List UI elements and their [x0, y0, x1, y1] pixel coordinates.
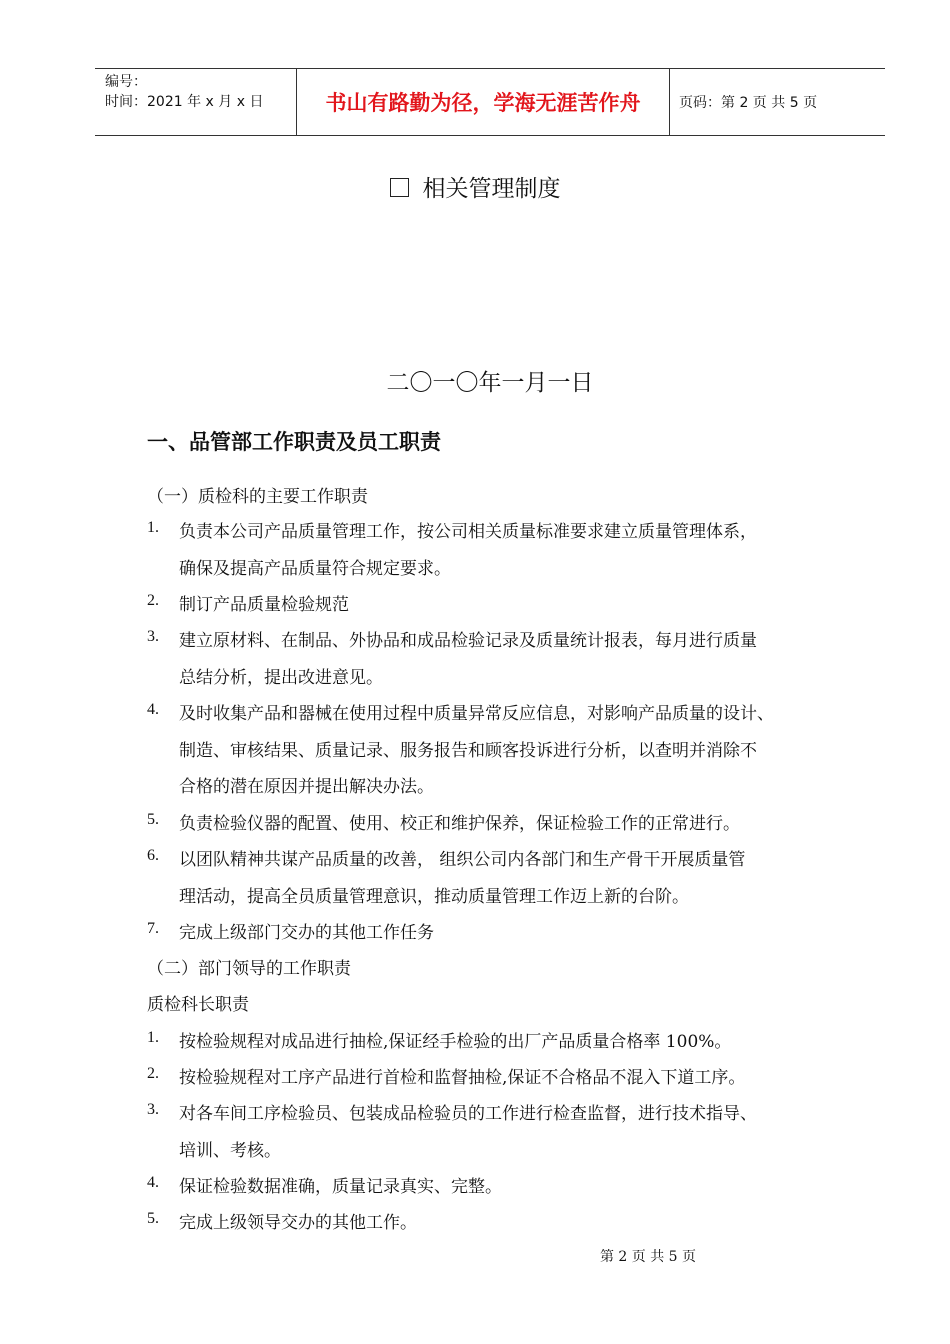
list-item-line: 按检验规程对工序产品进行首检和监督抽检,保证不合格品不混入下道工序。 [179, 1068, 746, 1088]
list-item-line: 理活动，提高全员质量管理意识，推动质量管理工作迈上新的台阶。 [179, 887, 689, 907]
list-number: 4. [147, 701, 159, 718]
list-number: 7. [147, 920, 159, 937]
list-item-line: 及时收集产品和器械在使用过程中质量异常反应信息，对影响产品质量的设计、 [179, 704, 774, 724]
document-date: 二〇一〇年一月一日 [386, 370, 594, 396]
list-number: 2. [147, 1065, 159, 1082]
role-title: 质检科长职责 [147, 995, 249, 1015]
list-number: 1. [147, 1029, 159, 1046]
list-number: 3. [147, 628, 159, 645]
list-item-line: 确保及提高产品质量符合规定要求。 [179, 559, 451, 579]
list-item-line: 负责检验仪器的配置、使用、校正和维护保养，保证检验工作的正常进行。 [179, 814, 740, 834]
header-time-label: 时间：2021 年 x 月 x 日 [105, 94, 264, 110]
list-item-line: 对各车间工序检验员、包装成品检验员的工作进行检查监督，进行技术指导、 [179, 1104, 757, 1124]
list-number: 6. [147, 847, 159, 864]
subsection-heading-2: （二）部门领导的工作职责 [147, 959, 351, 979]
page-footer: 第 2 页 共 5 页 [599, 1249, 697, 1265]
list-item-line: 保证检验数据准确，质量记录真实、完整。 [179, 1177, 502, 1197]
list-item-line: 按检验规程对成品进行抽检,保证经手检验的出厂产品质量合格率 100%。 [179, 1032, 732, 1052]
header-page-info: 页码：第 2 页 共 5 页 [679, 95, 818, 111]
subsection-heading-1: （一）质检科的主要工作职责 [147, 487, 368, 507]
header-motto: 书山有路勤为径，学海无涯苦作舟 [325, 91, 641, 115]
list-number: 3. [147, 1101, 159, 1118]
checkbox-square-icon [390, 178, 409, 197]
section-heading: 一、品管部工作职责及员工职责 [147, 430, 441, 454]
list-item-line: 负责本公司产品质量管理工作，按公司相关质量标准要求建立质量管理体系， [179, 522, 757, 542]
list-number: 1. [147, 519, 159, 536]
list-number: 5. [147, 1210, 159, 1227]
list-item-line: 以团队精神共谋产品质量的改善， 组织公司内各部门和生产骨干开展质量管 [179, 850, 746, 870]
list-item-line: 制造、审核结果、质量记录、服务报告和顾客投诉进行分析，以查明并消除不 [179, 741, 757, 761]
list-item-line: 合格的潜在原因并提出解决办法。 [179, 777, 434, 797]
list-item-line: 总结分析，提出改进意见。 [179, 668, 383, 688]
document-title [0, 170, 950, 203]
document-title-text: 相关管理制度 [422, 176, 561, 202]
list-number: 4. [147, 1174, 159, 1191]
header-code-label: 编号： [105, 74, 147, 90]
list-item-line: 建立原材料、在制品、外协品和成品检验记录及质量统计报表，每月进行质量 [179, 631, 757, 651]
list-item-line: 制订产品质量检验规范 [179, 595, 349, 615]
list-number: 5. [147, 811, 159, 828]
header-divider-right [669, 68, 670, 136]
list-number: 2. [147, 592, 159, 609]
list-item-line: 完成上级部门交办的其他工作任务 [179, 923, 434, 943]
header-meta [105, 72, 263, 112]
list-item-line: 完成上级领导交办的其他工作。 [179, 1213, 417, 1233]
list-item-line: 培训、考核。 [179, 1141, 281, 1161]
